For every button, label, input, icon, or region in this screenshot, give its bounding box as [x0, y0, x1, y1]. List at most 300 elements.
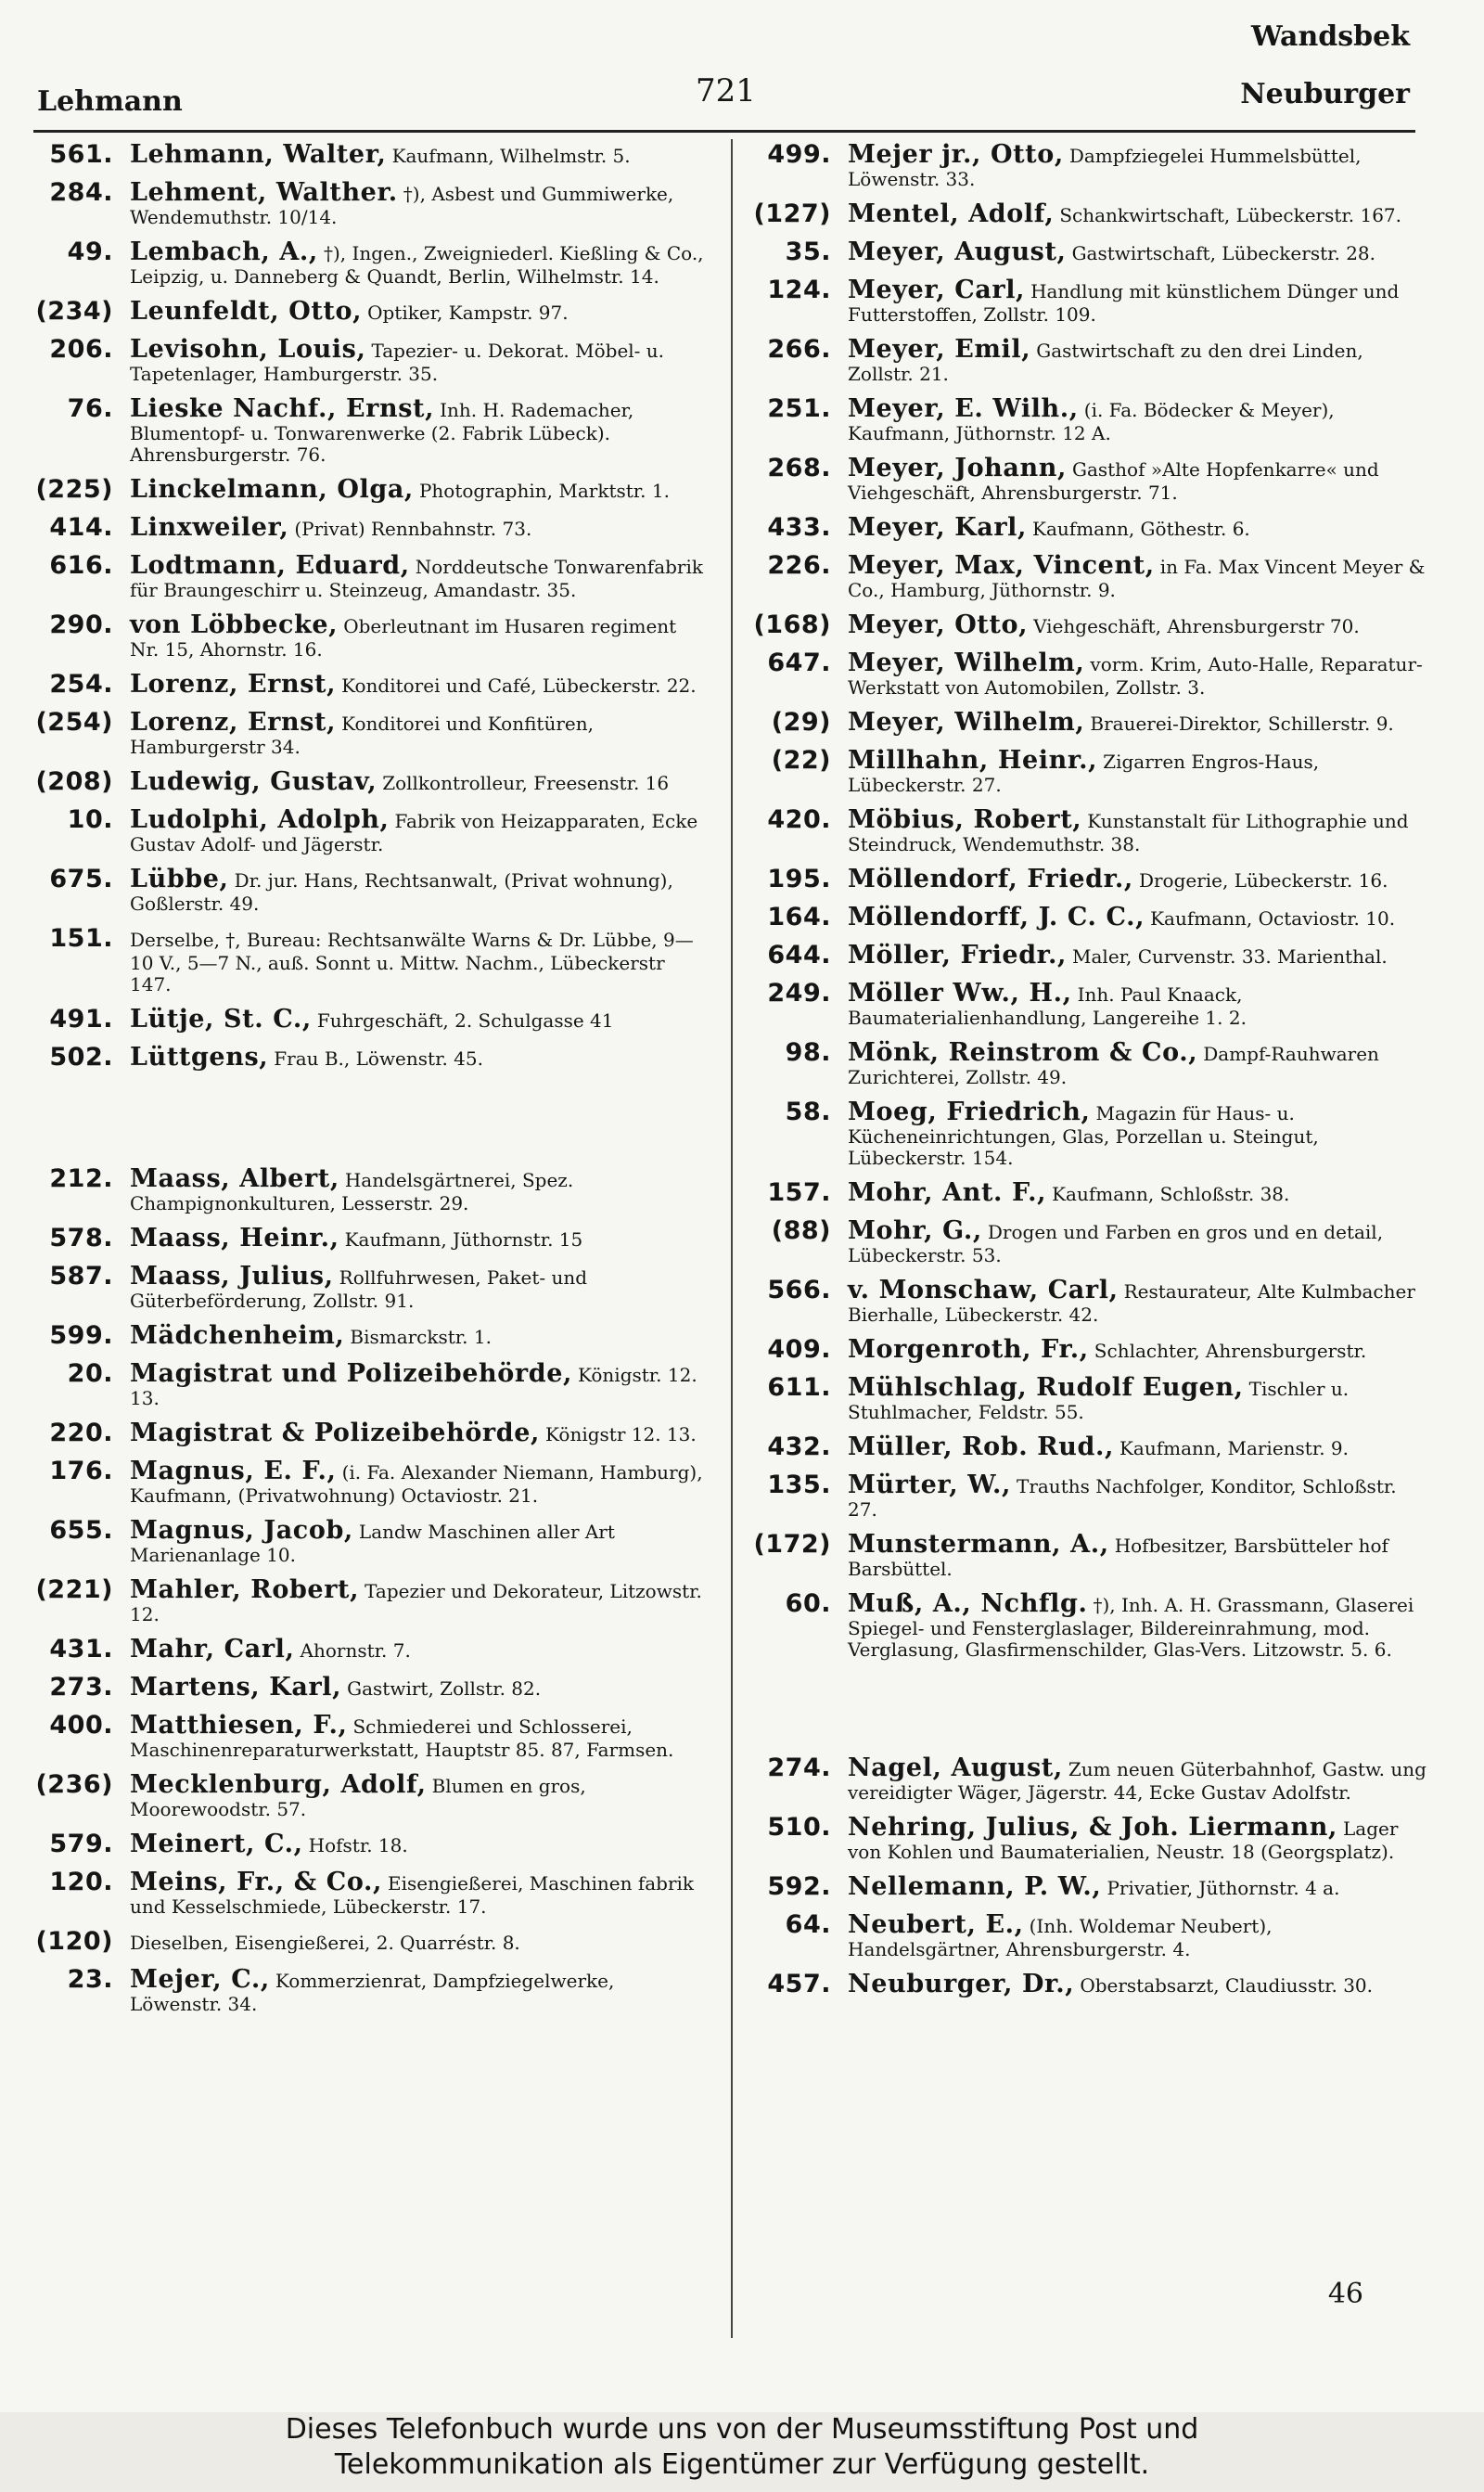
entry-description: vorm. Krim, Auto-Halle, Reparatur-Werkstatt von Automobilen, Zollstr. 3.: [848, 653, 1423, 699]
entry-name: Mentel, Adolf,: [848, 199, 1055, 228]
directory-entry: [751, 980, 1428, 1029]
directory-entry: [751, 1590, 1428, 1661]
entry-text: [848, 200, 1428, 228]
entry-description: (i. Fa. Bödecker & Meyer), Kaufmann, Jüthornstr. 12 A.: [848, 399, 1335, 444]
entry-name: Meyer, Carl,: [848, 276, 1026, 304]
phone-number: (254): [35, 708, 113, 737]
entry-description: (i. Fa. Alexander Niemann, Hamburg), Kaufmann, (Privatwohnung) Octaviostr. 21.: [130, 1461, 703, 1507]
entry-text: [130, 768, 710, 796]
entry-text: [848, 1277, 1428, 1326]
entry-name: Linckelmann, Olga,: [130, 475, 414, 504]
entry-text: [848, 980, 1428, 1029]
phone-number: (221): [35, 1575, 113, 1604]
entry-description: Tischler u. Stuhlmacher, Feldstr. 55.: [848, 1378, 1350, 1423]
phone-number: 164.: [767, 903, 831, 931]
directory-entry: [33, 298, 710, 326]
entry-name: Magistrat und Polizeibehörde,: [130, 1359, 572, 1388]
phone-number: 499.: [767, 140, 831, 169]
phone-number: 60.: [785, 1589, 831, 1618]
entry-description: Fuhrgeschäft, 2. Schulgasse 41: [316, 1009, 614, 1032]
entry-text: [130, 1674, 710, 1702]
directory-entry: [33, 179, 710, 228]
entry-text: [848, 1098, 1428, 1169]
directory-entry: [751, 1336, 1428, 1364]
entry-name: Maass, Julius,: [130, 1262, 334, 1291]
phone-number: 561.: [49, 140, 113, 169]
left-column: [33, 141, 710, 2025]
entry-description: Schmiederei und Schlosserei, Maschinenreparaturwerkstatt, Hauptstr 85. 87, Farmsen.: [130, 1715, 674, 1761]
phone-number: (208): [35, 767, 113, 796]
entry-name: Mohr, G.,: [848, 1216, 982, 1245]
directory-entry: [751, 942, 1428, 970]
entry-name: Lehmann, Walter,: [130, 140, 387, 169]
entry-text: [130, 1360, 710, 1409]
phone-number: 290.: [49, 610, 113, 639]
entry-name: Meyer, Karl,: [848, 513, 1028, 542]
phone-number: 502.: [49, 1043, 113, 1072]
phone-number: (22): [771, 746, 831, 775]
entry-text: [130, 1636, 710, 1663]
entry-name: Lübbe,: [130, 865, 229, 893]
entry-text: [848, 1754, 1428, 1804]
phone-number: 284.: [49, 178, 113, 207]
entry-description: Optiker, Kampstr. 97.: [367, 302, 569, 324]
entry-text: [848, 1911, 1428, 1960]
directory-entry: [33, 1517, 710, 1566]
phone-number: 510.: [767, 1813, 831, 1842]
entry-name: Meyer, Max, Vincent,: [848, 551, 1155, 580]
entry-description: Kaufmann, Schloßstr. 38.: [1052, 1183, 1290, 1205]
phone-number: 135.: [767, 1471, 831, 1499]
entry-name: Mecklenburg, Adolf,: [130, 1770, 427, 1799]
phone-number: 409.: [767, 1335, 831, 1364]
phone-number: 431.: [49, 1635, 113, 1663]
entry-description: Gastwirtschaft, Lübeckerstr. 28.: [1071, 242, 1376, 264]
directory-entry: [33, 866, 710, 915]
entry-text: [848, 1590, 1428, 1661]
entry-text: [130, 671, 710, 699]
entry-text: [848, 276, 1428, 326]
directory-entry: [751, 1098, 1428, 1169]
directory-entry: [751, 904, 1428, 931]
entry-description: Dieselben, Eisengießerei, 2. Quarréstr. 8.: [130, 1932, 520, 1954]
entry-description: Hofstr. 18.: [308, 1834, 408, 1856]
entry-name: Nellemann, P. W.,: [848, 1872, 1102, 1901]
entry-description: Inh. H. Rademacher, Blumentopf- u. Tonwarenwerke (2. Fabrik Lübeck). Ahrensburgerstr. 76.: [130, 399, 634, 466]
entry-description: Zum neuen Güterbahnhof, Gastw. ung vereidigter Wäger, Jägerstr. 44, Ecke Gustav Adolfstr.: [848, 1758, 1426, 1804]
entry-text: [130, 179, 710, 228]
entry-text: [130, 1771, 710, 1820]
phone-number: 611.: [767, 1373, 831, 1402]
phone-number: 644.: [767, 941, 831, 970]
entry-text: [130, 925, 710, 996]
entry-description: in Fa. Max Vincent Meyer & Co., Hamburg, Jüthornstr. 9.: [848, 556, 1426, 601]
directory-entry: [33, 1006, 710, 1034]
entry-name: Meins, Fr., & Co.,: [130, 1868, 382, 1896]
entry-name: Muß, A., Nchflg.: [848, 1589, 1088, 1618]
entry-name: Meyer, Wilhelm,: [848, 649, 1085, 677]
directory-entry: [751, 395, 1428, 444]
entry-description: Photographin, Marktstr. 1.: [418, 480, 670, 502]
directory-entry: [33, 1458, 710, 1507]
phone-number: (127): [753, 199, 831, 228]
phone-number: (29): [771, 708, 831, 737]
header-city: Wandsbek: [1250, 20, 1410, 53]
entry-name: Ludewig, Gustav,: [130, 767, 377, 796]
directory-entry: [751, 1433, 1428, 1461]
directory-entry: [33, 1419, 710, 1447]
phone-number: 457.: [767, 1970, 831, 1998]
entry-description: Tapezier und Dekorateur, Litzowstr. 12.: [130, 1580, 702, 1625]
entry-description: Eisengießerei, Maschinen fabrik und Kesselschmiede, Lübeckerstr. 17.: [130, 1872, 695, 1918]
entry-description: Inh. Paul Knaack, Baumaterialienhandlung, Langereihe 1. 2.: [848, 983, 1247, 1029]
entry-name: Mädchenheim,: [130, 1321, 345, 1350]
entry-text: [130, 141, 710, 169]
entry-text: [130, 1006, 710, 1034]
entry-text: [130, 806, 710, 855]
phone-number: 10.: [67, 805, 113, 834]
entry-description: Hofbesitzer, Barsbütteler hof Barsbüttel.: [848, 1535, 1388, 1580]
header-right-keyword: Neuburger: [1240, 78, 1410, 110]
entry-description: Norddeutsche Tonwarenfabrik für Braungeschirr u. Steinzeug, Amandastr. 35.: [130, 556, 703, 601]
entry-description: Konditorei und Café, Lübeckerstr. 22.: [341, 674, 697, 697]
phone-number: 491.: [49, 1005, 113, 1034]
directory-entry: [33, 395, 710, 466]
entry-name: Leunfeldt, Otto,: [130, 297, 363, 326]
entry-text: [130, 1966, 710, 2015]
entry-text: [130, 1869, 710, 1918]
entry-name: Matthiesen, F.,: [130, 1711, 348, 1740]
entry-description: Oberleutnant im Husaren regiment Nr. 15, Ahornstr. 16.: [130, 615, 677, 661]
entry-description: Rollfuhrwesen, Paket- und Güterbeförderung, Zollstr. 91.: [130, 1266, 588, 1312]
directory-entry: [33, 1263, 710, 1312]
directory-entry: [33, 141, 710, 169]
phone-number: 655.: [49, 1516, 113, 1545]
entry-text: [848, 806, 1428, 855]
directory-entry: [33, 1165, 710, 1214]
entry-name: Munstermann, A.,: [848, 1530, 1109, 1559]
entry-description: Magazin für Haus- u. Kücheneinrichtungen, Glas, Porzellan u. Steingut, Lübeckerstr. 154.: [848, 1102, 1319, 1169]
directory-entry: [33, 709, 710, 758]
entry-text: [848, 866, 1428, 893]
entry-text: [130, 709, 710, 758]
entry-description: Zigarren Engros-Haus, Lübeckerstr. 27.: [848, 751, 1320, 796]
entry-text: [130, 514, 710, 542]
directory-entry: [33, 611, 710, 661]
entry-description: Drogen und Farben en gros und en detail, Lübeckerstr. 53.: [848, 1221, 1384, 1266]
entry-name: Meyer, E. Wilh.,: [848, 394, 1079, 423]
phone-number: 433.: [767, 513, 831, 542]
entry-description: (Privat) Rennbahnstr. 73.: [294, 518, 532, 540]
entry-description: Drogerie, Lübeckerstr. 16.: [1138, 869, 1388, 892]
directory-entry: [33, 1771, 710, 1820]
entry-text: [848, 904, 1428, 931]
entry-description: Oberstabsarzt, Claudiusstr. 30.: [1080, 1974, 1374, 1997]
phone-number: 432.: [767, 1432, 831, 1461]
directory-entry: [751, 552, 1428, 601]
entry-name: Mürter, W.,: [848, 1471, 1011, 1499]
phone-number: 124.: [767, 276, 831, 304]
entry-text: [848, 1374, 1428, 1423]
phone-number: 251.: [767, 394, 831, 423]
entry-description: Ahornstr. 7.: [300, 1639, 411, 1662]
entry-text: [130, 611, 710, 661]
entry-description: Trauths Nachfolger, Konditor, Schloßstr. 27.: [848, 1475, 1397, 1521]
right-column: [751, 141, 1428, 2009]
phone-number: 599.: [49, 1321, 113, 1350]
entry-name: Müller, Rob. Rud.,: [848, 1432, 1114, 1461]
directory-entry: [751, 1217, 1428, 1266]
phone-number: 254.: [49, 670, 113, 699]
entry-description: Dampf-Rauhwaren Zurichterei, Zollstr. 49.: [848, 1043, 1379, 1088]
entry-text: [848, 1971, 1428, 1998]
directory-entry: [33, 768, 710, 796]
entry-name: Maass, Albert,: [130, 1164, 339, 1193]
phone-number: 587.: [49, 1262, 113, 1291]
entry-description: Lager von Kohlen und Baumaterialien, Neustr. 18 (Georgsplatz).: [848, 1818, 1399, 1863]
directory-entry: [751, 276, 1428, 326]
entry-name: Millhahn, Heinr.,: [848, 746, 1098, 775]
entry-name: Meinert, C.,: [130, 1830, 303, 1858]
page-number: 721: [696, 72, 756, 109]
footer-line-2: Telekommunikation als Eigentümer zur Verfügung gestellt.: [334, 2448, 1150, 2481]
entry-description: Handelsgärtnerei, Spez. Champignonkulturen, Lesserstr. 29.: [130, 1169, 574, 1214]
directory-entry: [33, 514, 710, 542]
entry-name: Lorenz, Ernst,: [130, 670, 337, 699]
column-divider: [731, 139, 733, 2338]
entry-name: Lorenz, Ernst,: [130, 708, 337, 737]
directory-entry: [751, 1039, 1428, 1088]
entry-text: [130, 395, 710, 466]
directory-entry: [33, 1576, 710, 1625]
entry-text: [848, 709, 1428, 737]
entry-name: Lüttgens,: [130, 1043, 269, 1072]
entry-text: [130, 1830, 710, 1858]
directory-entry: [33, 1636, 710, 1663]
directory-entry: [33, 552, 710, 601]
directory-entry: [33, 1712, 710, 1761]
entry-description: Kommerzienrat, Dampfziegelwerke, Löwenstr. 34.: [130, 1970, 615, 2015]
phone-number: 195.: [767, 865, 831, 893]
directory-entry: [751, 1374, 1428, 1423]
entry-description: Königstr 12. 13.: [545, 1423, 697, 1445]
directory-entry: [751, 806, 1428, 855]
entry-description: Blumen en gros, Moorewoodstr. 57.: [130, 1775, 586, 1820]
entry-text: [848, 395, 1428, 444]
directory-entry: [33, 1044, 710, 1072]
entry-name: Mühlschlag, Rudolf Eugen,: [848, 1373, 1244, 1402]
entry-description: Landw Maschinen aller Art Marienanlage 10.: [130, 1521, 615, 1566]
entry-text: [130, 1928, 710, 1956]
entry-description: Tapezier- u. Dekorat. Möbel- u. Tapetenlager, Hamburgerstr. 35.: [130, 340, 665, 385]
phone-number: (120): [35, 1927, 113, 1956]
entry-name: Meyer, August,: [848, 238, 1067, 266]
entry-text: [130, 1576, 710, 1625]
phone-number: 98.: [785, 1038, 831, 1067]
phone-number: 578.: [49, 1224, 113, 1252]
directory-entry: [751, 1531, 1428, 1580]
entry-text: [848, 514, 1428, 542]
phone-number: 420.: [767, 805, 831, 834]
entry-text: [130, 298, 710, 326]
directory-entry: [751, 1471, 1428, 1521]
phone-number: 58.: [785, 1098, 831, 1126]
entry-name: Möbius, Robert,: [848, 805, 1082, 834]
phone-number: 151.: [49, 924, 113, 953]
entry-name: Ludolphi, Adolph,: [130, 805, 390, 834]
entry-text: [848, 942, 1428, 970]
phone-number: 212.: [49, 1164, 113, 1193]
section-gap: [751, 1671, 1428, 1754]
directory-entry: [33, 1322, 710, 1350]
phone-number: 647.: [767, 649, 831, 677]
directory-entry: [33, 1869, 710, 1918]
directory-entry: [751, 866, 1428, 893]
phone-number: 249.: [767, 979, 831, 1008]
phone-number: 273.: [49, 1673, 113, 1702]
entry-description: Zollkontrolleur, Freesenstr. 16: [382, 772, 670, 794]
entry-description: Kaufmann, Jüthornstr. 15: [344, 1228, 583, 1251]
directory-entry: [751, 611, 1428, 639]
entry-description: Maler, Curvenstr. 33. Marienthal.: [1072, 945, 1388, 968]
entry-name: Meyer, Otto,: [848, 610, 1029, 639]
entry-text: [130, 1263, 710, 1312]
phone-number: 35.: [785, 238, 831, 266]
entry-name: Mahr, Carl,: [130, 1635, 295, 1663]
footer-notice: [0, 2412, 1484, 2492]
entry-description: Fabrik von Heizapparaten, Ecke Gustav Adolf- und Jägerstr.: [130, 810, 698, 855]
entry-name: Mejer jr., Otto,: [848, 140, 1064, 169]
phone-number: 23.: [67, 1965, 113, 1994]
entry-text: [130, 1419, 710, 1447]
entry-description: Konditorei und Konfitüren, Hamburgerstr 34.: [130, 713, 594, 758]
entry-name: Meyer, Wilhelm,: [848, 708, 1085, 737]
entry-description: Gasthof »Alte Hopfenkarre« und Viehgeschäft, Ahrensburgerstr. 71.: [848, 458, 1379, 504]
entry-text: [130, 1165, 710, 1214]
bottom-page-number: 46: [1327, 2278, 1363, 2310]
entry-description: Kaufmann, Marienstr. 9.: [1119, 1437, 1350, 1459]
entry-name: Möllendorff, J. C. C.,: [848, 903, 1145, 931]
entry-text: [848, 336, 1428, 385]
entry-description: Restaurateur, Alte Kulmbacher Bierhalle, Lübeckerstr. 42.: [848, 1280, 1415, 1326]
entry-description: Gastwirt, Zollstr. 82.: [347, 1677, 542, 1700]
phone-number: 566.: [767, 1276, 831, 1304]
directory-entry: [751, 1277, 1428, 1326]
footer-line-1: Dieses Telefonbuch wurde uns von der Museumsstiftung Post und: [285, 2413, 1199, 2446]
phone-number: 206.: [49, 335, 113, 364]
phone-number: 414.: [49, 513, 113, 542]
entry-description: Viehgeschäft, Ahrensburgerstr 70.: [1033, 615, 1360, 637]
phone-number: 20.: [67, 1359, 113, 1388]
entry-text: [848, 1873, 1428, 1901]
entry-text: [848, 1336, 1428, 1364]
entry-name: Mönk, Reinstrom & Co.,: [848, 1038, 1198, 1067]
directory-entry: [751, 514, 1428, 542]
entry-text: [848, 747, 1428, 796]
entry-description: Bismarckstr. 1.: [350, 1326, 492, 1348]
entry-description: Brauerei-Direktor, Schillerstr. 9.: [1090, 713, 1394, 735]
entry-description: Derselbe, †, Bureau: Rechtsanwälte Warns & Dr. Lübbe, 9—10 V., 5—7 N., auß. Sonnt u. Mittw. Nachm., Lübeckerstr 147.: [130, 929, 694, 996]
entry-text: [130, 1044, 710, 1072]
phone-number: 274.: [767, 1753, 831, 1782]
phone-number: 76.: [67, 394, 113, 423]
directory-entry: [751, 238, 1428, 266]
entry-description: Kaufmann, Octaviostr. 10.: [1150, 907, 1396, 930]
entry-description: Schlachter, Ahrensburgerstr.: [1094, 1340, 1367, 1362]
entry-name: Magistrat & Polizeibehörde,: [130, 1419, 541, 1447]
phone-number: 268.: [767, 454, 831, 482]
entry-text: [848, 1039, 1428, 1088]
directory-entry: [33, 1225, 710, 1252]
directory-entry: [33, 336, 710, 385]
entry-name: Martens, Karl,: [130, 1673, 342, 1702]
phone-number: 220.: [49, 1419, 113, 1447]
entry-text: [848, 238, 1428, 266]
entry-description: Gastwirtschaft zu den drei Linden, Zollstr. 21.: [848, 340, 1363, 385]
phone-number: 592.: [767, 1872, 831, 1901]
phone-number: 64.: [785, 1910, 831, 1939]
directory-entry: [33, 671, 710, 699]
directory-entry: [33, 1966, 710, 2015]
phone-number: (88): [771, 1216, 831, 1245]
phone-number: 579.: [49, 1830, 113, 1858]
phone-number: 616.: [49, 551, 113, 580]
directory-entry: [751, 649, 1428, 699]
directory-entry: [33, 1830, 710, 1858]
entry-name: Mahler, Robert,: [130, 1575, 360, 1604]
entry-name: Nehring, Julius, & Joh. Liermann,: [848, 1813, 1337, 1842]
entry-text: [848, 1179, 1428, 1207]
entry-name: Lodtmann, Eduard,: [130, 551, 410, 580]
directory-entry: [751, 1873, 1428, 1901]
phone-number: 49.: [67, 238, 113, 266]
entry-name: von Löbbecke,: [130, 610, 339, 639]
entry-text: [848, 141, 1428, 190]
directory-entry: [751, 1911, 1428, 1960]
entry-name: Lehment, Walther.: [130, 178, 398, 207]
entry-name: Lembach, A.,: [130, 238, 318, 266]
entry-name: Magnus, E. F.,: [130, 1457, 337, 1485]
entry-name: Linxweiler,: [130, 513, 289, 542]
entry-text: [848, 1531, 1428, 1580]
entry-text: [130, 336, 710, 385]
entry-text: [848, 611, 1428, 639]
entry-name: Morgenroth, Fr.,: [848, 1335, 1089, 1364]
directory-entry: [751, 1814, 1428, 1863]
entry-name: Meyer, Emil,: [848, 335, 1031, 364]
phone-number: 675.: [49, 865, 113, 893]
directory-entry: [33, 806, 710, 855]
directory-entry: [33, 476, 710, 504]
phone-number: 157.: [767, 1178, 831, 1207]
entry-name: Neuburger, Dr.,: [848, 1970, 1075, 1998]
entry-text: [848, 1433, 1428, 1461]
entry-text: [130, 1458, 710, 1507]
header-left-keyword: Lehmann: [37, 85, 183, 118]
phone-number: (234): [35, 297, 113, 326]
entry-text: [848, 552, 1428, 601]
entry-description: Schankwirtschaft, Lübeckerstr. 167.: [1059, 204, 1401, 226]
phone-number: 120.: [49, 1868, 113, 1896]
entry-name: Möllendorf, Friedr.,: [848, 865, 1133, 893]
entry-name: Levisohn, Louis,: [130, 335, 366, 364]
entry-description: Privatier, Jüthornstr. 4 a.: [1107, 1877, 1340, 1899]
entry-text: [848, 649, 1428, 699]
entry-name: v. Monschaw, Carl,: [848, 1276, 1119, 1304]
directory-entry: [33, 238, 710, 288]
directory-entry: [751, 200, 1428, 228]
entry-description: Königstr. 12. 13.: [130, 1364, 697, 1409]
